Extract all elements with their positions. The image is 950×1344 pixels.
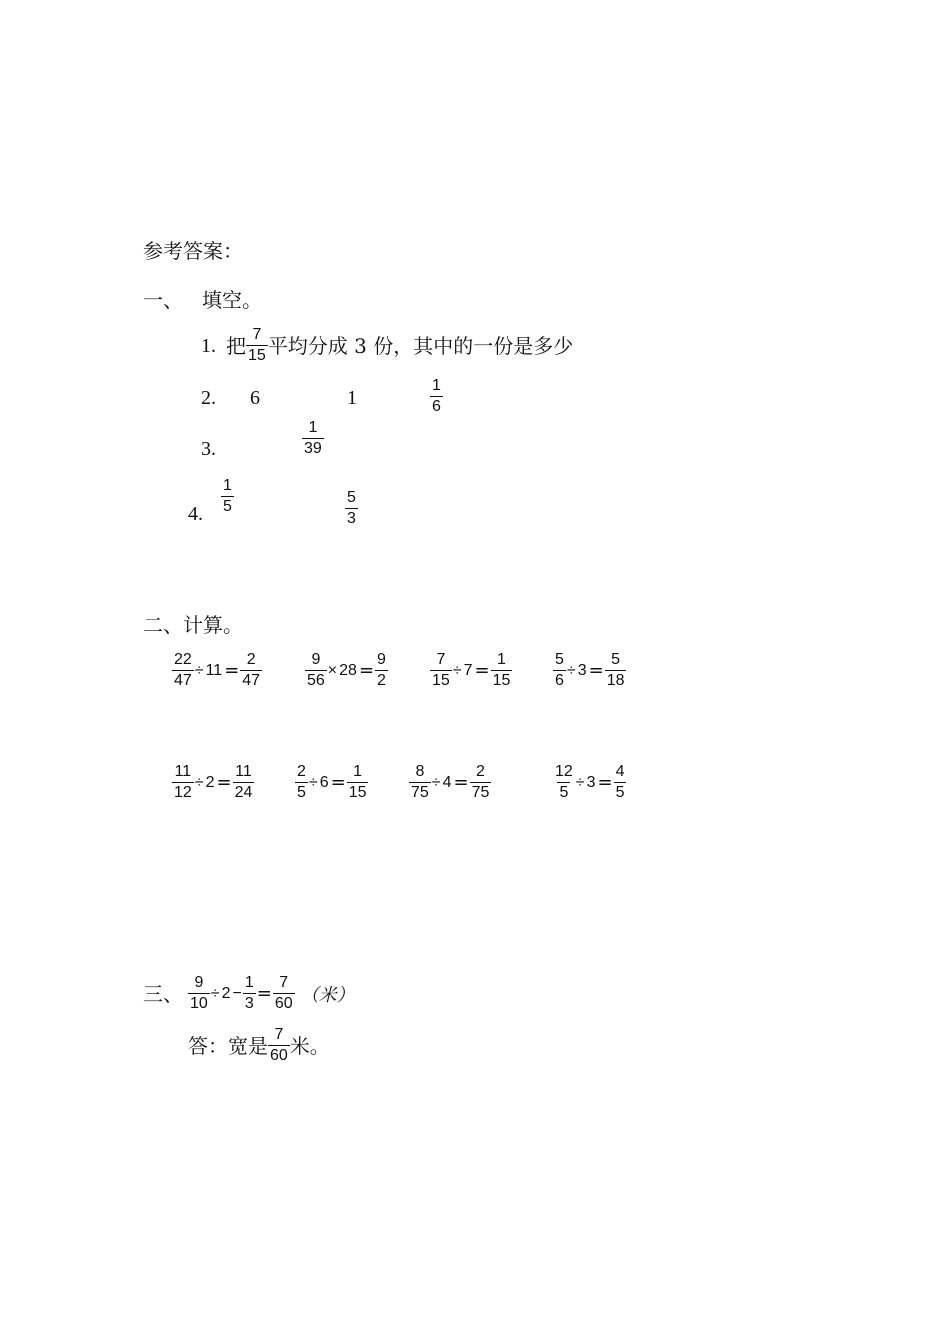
answer-sentence: 答：宽是 $\frac{7}{60}$ 米。 [188,1026,330,1064]
section-one-title: 填空。 [202,288,262,312]
answer-value: 6 [250,387,260,409]
answer-key-heading: 参考答案： [143,239,243,263]
calculation-expression: $\frac{7}{15}$ ÷ 7 = $\frac{1}{15}$ [432,651,511,689]
section-two-title: 二、计算。 [143,613,243,637]
question-number: 1. [201,334,216,357]
answer-fraction: $\frac{5}{3}$ [347,489,356,527]
section-one-label: 一、 [143,288,183,312]
word-problem-expression: $\frac{9}{10}$ ÷ 2 − $\frac{1}{3}$ = $\frac{7}{60}$ （米） [190,974,355,1012]
calculation-expression: $\frac{11}{12}$ ÷ 2 = $\frac{11}{24}$ [174,763,253,801]
answer-fraction: $\frac{1}{39}$ [304,419,322,457]
section-three-label: 三、 [143,982,183,1006]
calculation-expression: $\frac{8}{75}$ ÷ 4 = $\frac{2}{75}$ [411,763,490,801]
answer-fraction: $\frac{1}{5}$ [223,477,232,515]
unit-label: （米） [300,984,355,1006]
question-number: 4. [188,503,203,525]
question-text-post: 平均分成 3 份，其中的一份是多少 [267,333,574,358]
question-number: 2. [201,387,216,409]
question-text-pre: 把 [226,333,246,358]
fraction: $\frac{7}{15}$ [248,326,266,364]
calculation-expression: $\frac{22}{47}$ ÷ 11 = $\frac{2}{47}$ [174,651,261,689]
question-number: 3. [201,438,216,460]
calculation-expression: $\frac{5}{6}$ ÷ 3 = $\frac{5}{18}$ [555,651,625,689]
answer-fraction: $\frac{1}{6}$ [432,377,441,415]
calculation-expression: $\frac{9}{56}$ × 28 = $\frac{9}{2}$ [307,651,386,689]
calculation-expression: $\frac{12}{5}$ ÷ 3 = $\frac{4}{5}$ [555,763,625,801]
fill-question-1 [201,326,573,365]
calculation-expression: $\frac{2}{5}$ ÷ 6 = $\frac{1}{15}$ [297,763,367,801]
answer-value: 1 [347,387,357,409]
